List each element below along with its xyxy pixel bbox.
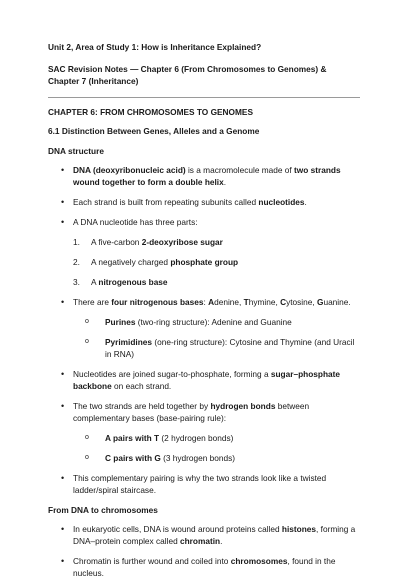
- text: This complementary pairing is why the two strands look like a twisted ladder/spiral staircase.: [73, 473, 327, 495]
- list-item: [73, 432, 360, 444]
- text: A DNA nucleotide has three parts:: [73, 217, 198, 227]
- document-page: [48, 41, 360, 587]
- bold-text: T: [243, 297, 249, 307]
- list-item: [48, 523, 360, 547]
- item-number: 1.: [73, 237, 80, 247]
- section-heading: 6.1 Distinction Between Genes, Alleles and a Genome: [48, 126, 260, 136]
- bold-text: chromosomes: [230, 556, 288, 566]
- bold-text: histones: [281, 524, 317, 534]
- bold-text: DNA (deoxyribonucleic acid): [73, 165, 186, 175]
- text: on each strand.: [111, 381, 172, 391]
- bold-text: Purines: [105, 317, 136, 327]
- list-item: [48, 196, 360, 208]
- list-item: [73, 276, 360, 288]
- bold-text: C pairs with G: [105, 453, 161, 463]
- bold-text: hydrogen bonds: [210, 401, 276, 411]
- base-pairing-list: [73, 432, 360, 464]
- chapter-heading: CHAPTER 6: FROM CHROMOSOMES TO GENOMES: [48, 107, 253, 117]
- dna-structure-heading: DNA structure: [48, 146, 104, 156]
- divider: [48, 97, 360, 98]
- text: Nucleotides are joined sugar-to-phosphate, forming a: [73, 369, 271, 379]
- list-item: [48, 400, 360, 464]
- bold-text: G: [316, 297, 324, 307]
- bold-text: A: [208, 297, 215, 307]
- text: In eukaryotic cells, DNA is wound around proteins called: [73, 524, 282, 534]
- dna-to-chromosomes-list: [48, 523, 360, 579]
- circle-bullet-icon: o: [85, 338, 89, 345]
- bold-text: four nitrogenous bases: [111, 297, 204, 307]
- text: Each strand is built from repeating subunits called: [73, 197, 259, 207]
- list-item: [73, 452, 360, 464]
- text: There are: [73, 297, 112, 307]
- text: denine,: [214, 297, 244, 307]
- dna-structure-list: [48, 164, 360, 496]
- bold-text: nitrogenous base: [98, 277, 168, 287]
- text: .: [223, 177, 227, 187]
- list-item: [73, 256, 360, 268]
- bold-text: sugar–phosphate backbone: [73, 369, 341, 391]
- list-item: [73, 316, 360, 328]
- list-item: [48, 472, 360, 496]
- text: A five-carbon: [91, 237, 142, 247]
- sac-title-line-1: SAC Revision Notes — Chapter 6 (From Chromosomes to Genomes) &: [48, 64, 327, 74]
- text: (two-ring structure): Adenine and Guanine: [135, 317, 292, 327]
- text: A negatively charged: [91, 257, 171, 267]
- text: The two strands are held together by: [73, 401, 211, 411]
- list-item: [48, 368, 360, 392]
- text: , forming a DNA–protein complex called: [73, 524, 356, 546]
- text: :: [203, 297, 209, 307]
- circle-bullet-icon: o: [85, 434, 89, 441]
- text: A: [91, 277, 99, 287]
- text: uanine.: [323, 297, 351, 307]
- bold-text: chromatin: [180, 536, 221, 546]
- text: (one-ring structure): Cytosine and Thymine (and Uracil in RNA): [105, 337, 355, 359]
- text: between complementary bases (base-pairing rule):: [73, 401, 310, 423]
- list-item: [73, 336, 360, 360]
- list-item: [73, 236, 360, 248]
- list-item: [48, 164, 360, 188]
- base-types-list: [73, 316, 360, 360]
- text: ytosine,: [286, 297, 317, 307]
- bold-text: 2-deoxyribose sugar: [141, 237, 223, 247]
- text: Chromatin is further wound and coiled into: [73, 556, 231, 566]
- bold-text: two strands wound together to form a double helix: [73, 165, 341, 187]
- circle-bullet-icon: o: [85, 454, 89, 461]
- list-item: [48, 555, 360, 579]
- bold-text: Pyrimidines: [105, 337, 153, 347]
- dna-to-chromosomes-heading: From DNA to chromosomes: [48, 505, 158, 515]
- nucleotide-parts-list: [73, 236, 360, 288]
- bold-text: A pairs with T: [105, 433, 160, 443]
- bold-text: phosphate group: [170, 257, 239, 267]
- bold-text: nucleotides: [258, 197, 305, 207]
- item-number: 2.: [73, 257, 80, 267]
- text: is a macromolecule made of: [185, 165, 295, 175]
- text: .: [220, 536, 223, 546]
- text: (2 hydrogen bonds): [159, 433, 234, 443]
- list-item: [48, 216, 360, 288]
- circle-bullet-icon: o: [85, 318, 89, 325]
- list-item: [48, 296, 360, 360]
- text: .: [304, 197, 307, 207]
- bold-text: C: [280, 297, 287, 307]
- text: (3 hydrogen bonds): [160, 453, 236, 463]
- sac-title-line-2: Chapter 7 (Inheritance): [48, 76, 139, 86]
- text: hymine,: [248, 297, 281, 307]
- unit-title: Unit 2, Area of Study 1: How is Inheritance Explained?: [48, 42, 262, 52]
- text: , found in the nucleus.: [73, 556, 336, 578]
- item-number: 3.: [73, 277, 80, 287]
